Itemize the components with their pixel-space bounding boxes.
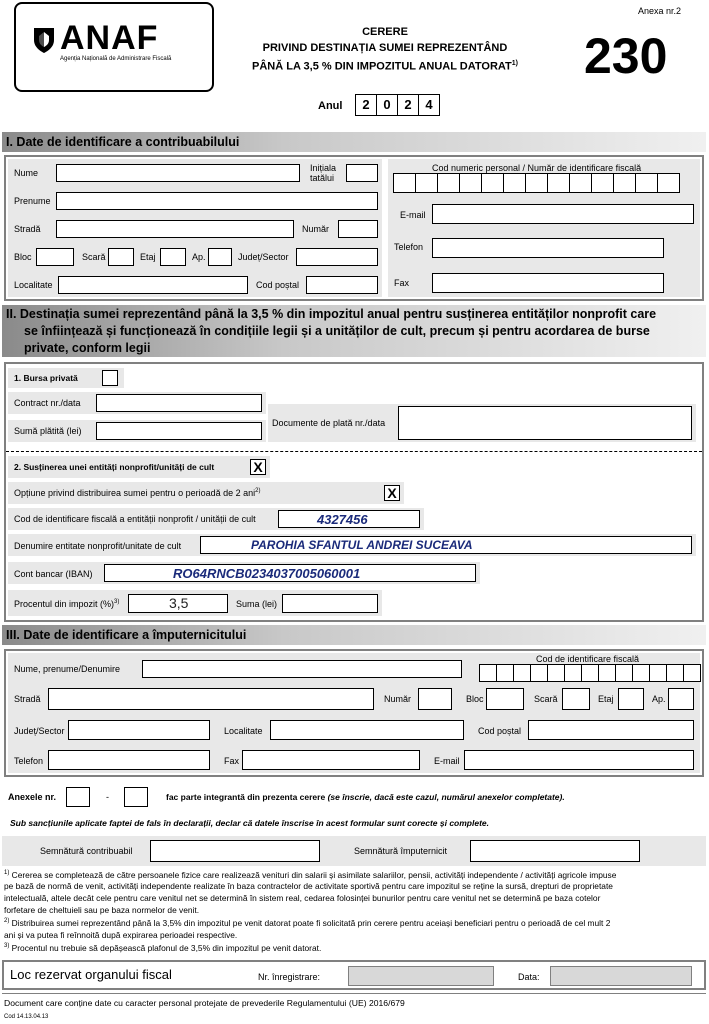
imp-telefon-label: Telefon [14, 756, 44, 766]
cod-postal-label: Cod poștal [256, 280, 300, 290]
logo-text: ANAF [60, 19, 159, 57]
footnote-1-line-1: $^{1)}$ Cererea se completează de către persoanele fizice care realizează venituri din salarii și asimilate salariilor, pensii, activități independente / activități agricole impuse [4, 869, 617, 880]
year-label: Anul [318, 100, 343, 112]
prenume-field[interactable] [56, 192, 378, 210]
title-footnote-ref: 1) [511, 60, 518, 67]
imp-email-field[interactable] [464, 750, 694, 770]
scara-label: Scară [82, 252, 106, 262]
imp-strada-field[interactable] [48, 688, 374, 710]
section2-header [2, 305, 706, 357]
imp-telefon-field[interactable] [48, 750, 210, 770]
imp-localitate-field[interactable] [270, 720, 464, 740]
section2-title-3: private, conform legii [24, 341, 151, 355]
initiala-label: Inițiala tatălui [310, 163, 337, 183]
form-number: 230 [584, 28, 668, 84]
documente-field[interactable] [398, 406, 692, 440]
cnp-label: Cod numeric personal / Număr de identificare fiscală [432, 163, 642, 173]
data-label: Data: [518, 972, 540, 982]
suma-field[interactable] [282, 594, 378, 613]
imp-etaj-field[interactable] [618, 688, 644, 710]
suma-platita-label: Sumă plătită (lei) [14, 426, 82, 436]
cnp-cells[interactable] [394, 173, 680, 193]
localitate-label: Localitate [14, 280, 53, 290]
anaf-shield-icon [32, 26, 56, 54]
anexe-note: (se înscrie, dacă este cazul, numărul anexelor completate). [327, 792, 565, 802]
footnote-1-line-4: forfetare de cheltuieli sau pe baza normelor de venit. [4, 904, 200, 915]
imp-judet-label: Județ/Sector [14, 726, 65, 736]
scara-field[interactable] [108, 248, 134, 266]
nume-field[interactable] [56, 164, 300, 182]
year-cells [356, 94, 440, 116]
imp-email-label: E-mail [434, 756, 460, 766]
section3-header: III. Date de identificare a împuternicitului [2, 625, 706, 645]
imp-ap-label: Ap. [652, 694, 666, 704]
imp-bloc-label: Bloc [466, 694, 484, 704]
email-field[interactable] [432, 204, 694, 224]
imp-cod-postal-label: Cod poștal [478, 726, 522, 736]
semnatura-imputernicit-field[interactable] [470, 840, 640, 862]
numar-label: Număr [302, 224, 330, 234]
fax-label: Fax [394, 278, 410, 288]
anexe-label: Anexele nr. [8, 792, 57, 802]
optiune-label: Opțiune privind distribuirea sumei pentru o perioadă de 2 ani$^{2)}$ [14, 488, 261, 498]
imp-localitate-label: Localitate [224, 726, 263, 736]
prenume-label: Prenume [14, 196, 51, 206]
imp-ap-field[interactable] [668, 688, 694, 710]
fax-field[interactable] [432, 273, 664, 293]
imp-cif-label: Cod de identificare fiscală [536, 654, 640, 664]
nr-inregistrare-label: Nr. înregistrare: [258, 972, 321, 982]
nume-label: Nume [14, 168, 39, 178]
year-digit[interactable]: 4 [418, 94, 440, 116]
imp-bloc-field[interactable] [486, 688, 524, 710]
optiune-footnote-ref: 2) [255, 488, 261, 494]
declaration: Sub sancțiunile aplicate faptei de fals în declarații, declar că datele înscrise în acest formular sunt corecte și complete. [10, 818, 490, 828]
semnatura-contribuabil-field[interactable] [150, 840, 320, 862]
procent-field[interactable] [128, 594, 228, 613]
cod-postal-field[interactable] [306, 276, 378, 294]
imp-fax-field[interactable] [242, 750, 420, 770]
nr-inregistrare-field[interactable] [348, 966, 494, 986]
telefon-field[interactable] [432, 238, 664, 258]
footnote-1-line-3: intelectuală, altele decât cele pentru care venitul net se determină în sistem real, cedarea folosinței bunurilor pentru care venitul net se determină pe baza cotelor [4, 892, 601, 903]
cif-label: Cod de identificare fiscală a entității nonprofit / unității de cult [14, 514, 256, 524]
sustinere-checkbox[interactable]: X [250, 459, 266, 475]
procent-value: 3,5 [169, 595, 189, 611]
judet-label: Județ/Sector [238, 252, 289, 262]
year-digit[interactable]: 2 [355, 94, 377, 116]
contract-field[interactable] [96, 394, 262, 412]
etaj-label: Etaj [140, 252, 156, 262]
judet-field[interactable] [296, 248, 378, 266]
initiala-field[interactable] [346, 164, 378, 182]
section1-header: I. Date de identificare a contribuabilului [2, 132, 706, 152]
imp-scara-field[interactable] [562, 688, 590, 710]
title-line-1: CERERE [362, 26, 408, 38]
title-line-3: PÂNĂ LA 3,5 % DIN IMPOZITUL ANUAL DATORAT$^{1)}$ [252, 60, 518, 73]
imp-etaj-label: Etaj [598, 694, 614, 704]
imp-nume-label: Nume, prenume/Denumire [14, 664, 121, 674]
semnatura-contribuabil-label: Semnătură contribuabil [40, 846, 133, 856]
telefon-label: Telefon [394, 242, 424, 252]
anexe-text: fac parte integrantă din prezenta cerere (se înscrie, dacă este cazul, numărul anexelor completate). [166, 792, 565, 802]
form-title [230, 24, 540, 75]
form-code: Cod 14.13.04.13 [4, 1014, 49, 1020]
imp-nume-field[interactable] [142, 660, 462, 678]
footnote-2-line-1: $^{2)}$ Distribuirea sumei reprezentând până la 3,5% din impozitul pe venit datorat poate fi solicitată prin cerere pentru aceiași beneficiari pentru o perioadă de cel mult 2 [4, 917, 611, 928]
imp-cod-postal-field[interactable] [528, 720, 694, 740]
anexe-to-field[interactable] [124, 787, 148, 807]
ap-label: Ap. [192, 252, 206, 262]
imp-numar-label: Număr [384, 694, 412, 704]
section2-divider [6, 451, 702, 452]
denumire-label: Denumire entitate nonprofit/unitate de cult [14, 541, 182, 551]
optiune-checkbox[interactable]: X [384, 485, 400, 501]
contract-label: Contract nr./data [14, 398, 81, 408]
strada-field[interactable] [56, 220, 294, 238]
anexe-from-field[interactable] [66, 787, 90, 807]
bloc-field[interactable] [36, 248, 74, 266]
procent-footnote-ref: 3) [114, 599, 120, 605]
denumire-field[interactable] [200, 536, 692, 554]
footnotes [4, 868, 706, 955]
footnote-1-line-2: pe bază de normă de venit, activități independente realizate în baza contractelor de activitate sportivă pentru care impozitul se reține la sursă, drepturi de proprietate [4, 881, 613, 892]
logo-subtitle: Agenția Națională de Administrare Fiscală [60, 56, 172, 62]
bursa-checkbox[interactable] [102, 370, 118, 386]
bloc-label: Bloc [14, 252, 32, 262]
footnote-2-line-2: ani și va putea fi reînnoită după expirarea perioadei respective. [4, 929, 238, 940]
strada-label: Stradă [14, 224, 41, 234]
iban-field[interactable] [104, 564, 476, 582]
denumire-value: PAROHIA SFANTUL ANDREI SUCEAVA [251, 538, 473, 552]
sustinere-label: 2. Susținerea unei entități nonprofit/unități de cult [14, 462, 215, 472]
bottom-rule [2, 993, 706, 994]
annex-label: Anexa nr.2 [638, 6, 682, 16]
bursa-label: 1. Bursa privată [14, 373, 78, 383]
year-digit[interactable]: 0 [376, 94, 398, 116]
semnatura-imputernicit-label: Semnătură împuternicit [354, 846, 448, 856]
iban-label: Cont bancar (IBAN) [14, 569, 93, 579]
anexe-dash: - [106, 792, 109, 802]
iban-value: RO64RNCB0234037005060001 [173, 566, 361, 581]
cif-field[interactable] [278, 510, 420, 528]
gdpr-notice: Document care conține date cu caracter personal protejate de prevederile Regulamentului (UE) 2016/679 [4, 998, 405, 1008]
procent-label: Procentul din impozit (%)$^{3)}$ [14, 599, 120, 609]
imp-cif-cells[interactable] [480, 664, 701, 682]
imp-fax-label: Fax [224, 756, 240, 766]
imp-strada-label: Stradă [14, 694, 41, 704]
title-line-2: PRIVIND DESTINAȚIA SUMEI REPREZENTÂND [262, 42, 508, 54]
footnote-3-line-1: $^{3)}$ Procentul nu trebuie să depășească plafonul de 3,5% din impozitul pe venit datorat. [4, 942, 322, 953]
imp-numar-field[interactable] [418, 688, 452, 710]
numar-field[interactable] [338, 220, 378, 238]
ap-field[interactable] [208, 248, 232, 266]
fiscal-label: Loc rezervat organului fiscal [10, 967, 172, 982]
documente-label: Documente de plată nr./data [272, 418, 386, 428]
localitate-field[interactable] [58, 276, 248, 294]
year-digit[interactable]: 2 [397, 94, 419, 116]
email-label: E-mail [400, 210, 426, 220]
section2-title-1: II. Destinația sumei reprezentând până la 3,5 % din impozitul anual pentru susținerea entităților nonprofit care [6, 307, 657, 321]
logo-box [14, 2, 214, 92]
etaj-field[interactable] [160, 248, 186, 266]
suma-label: Suma (lei) [236, 599, 278, 609]
suma-platita-field[interactable] [96, 422, 262, 440]
imp-judet-field[interactable] [68, 720, 210, 740]
imp-scara-label: Scară [534, 694, 558, 704]
cif-value: 4327456 [317, 512, 368, 527]
section2-title-2: se înființează și funcționează în condițiile legii și a unităților de cult, precum și pentru acordarea de burse [24, 324, 650, 338]
data-field[interactable] [550, 966, 692, 986]
